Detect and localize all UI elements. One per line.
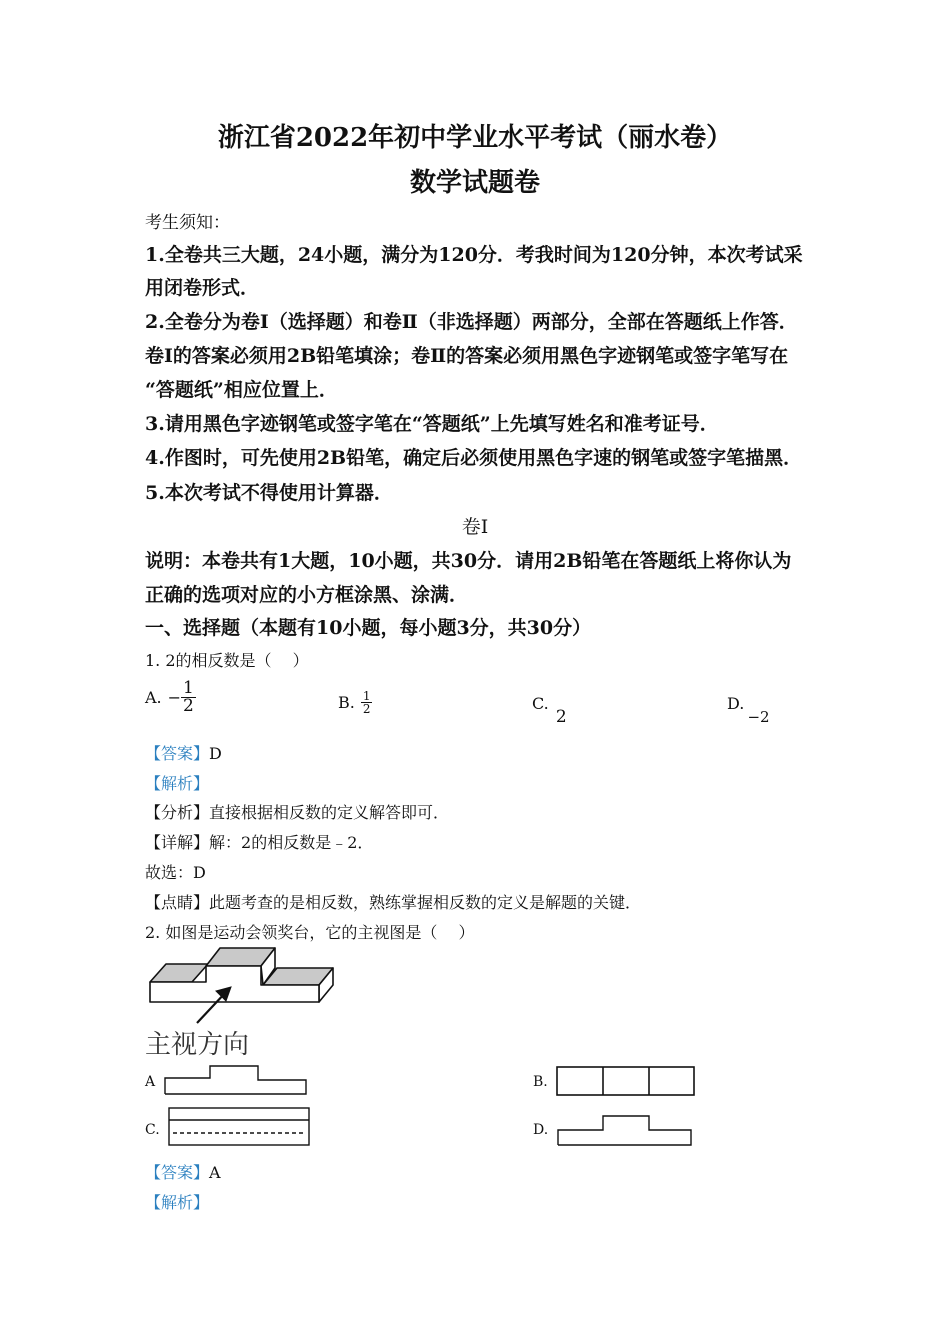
section-title: 一、选择题（本题有10小题，每小题3分，共30分） bbox=[145, 617, 592, 639]
notice-line: 卷Ⅰ的答案必须用2B铅笔填涂；卷Ⅱ的答案必须用黑色字迹钢笔或签字笔写在 bbox=[145, 345, 789, 367]
xiangjie-line: 【详解】解：2的相反数是﹣2． bbox=[145, 833, 374, 852]
option-c-label: C. bbox=[145, 1122, 160, 1138]
analysis-tag: 【解析】 bbox=[145, 774, 210, 793]
option-b: B. $\frac{1}{2}$ bbox=[338, 689, 371, 716]
option-b-label: B. bbox=[533, 1074, 548, 1090]
notice-line: 1.全卷共三大题，24小题，满分为120分．考我时间为120分钟，本次考试采 bbox=[145, 244, 803, 266]
notice-line: 5.本次考试不得使用计算器． bbox=[145, 482, 393, 504]
option-c-figure bbox=[169, 1108, 309, 1145]
option-c: C. 2 bbox=[532, 694, 567, 727]
notice-line: 4.作图时，可先使用2B铅笔，确定后必须使用黑色字速的钢笔或签字笔描黑． bbox=[145, 447, 803, 469]
volume-desc: 说明：本卷共有1大题，10小题，共30分．请用2B铅笔在答题纸上将你认为 bbox=[145, 550, 792, 572]
guxuan-line: 故选：D bbox=[145, 863, 206, 882]
option-d: D. −2 bbox=[727, 694, 770, 726]
notice-line: 用闭卷形式． bbox=[145, 277, 260, 299]
analysis-tag: 【解析】 bbox=[145, 1193, 210, 1212]
notice-line: 3.请用黑色字迹钢笔或签字笔在“答题纸”上先填写姓名和准考证号． bbox=[145, 413, 719, 435]
notice-line: “答题纸”相应位置上． bbox=[145, 379, 338, 401]
option-a-figure bbox=[165, 1066, 306, 1094]
notice-line: 2.全卷分为卷Ⅰ（选择题）和卷Ⅱ（非选择题）两部分，全部在答题纸上作答． bbox=[145, 311, 798, 333]
page-subtitle: 数学试题卷 bbox=[409, 168, 540, 198]
fenxi-line: 【分析】直接根据相反数的定义解答即可． bbox=[145, 803, 450, 822]
option-d-figure bbox=[558, 1116, 691, 1145]
option-a-label: A bbox=[145, 1074, 156, 1090]
option-a: A. − $\frac{1}{2}$ bbox=[145, 678, 194, 716]
option-b-figure bbox=[557, 1067, 694, 1095]
figure-caption: 主视方向 bbox=[145, 1030, 250, 1060]
dianjing-line: 【点睛】此题考查的是相反数，熟练掌握相反数的定义是解题的关键． bbox=[145, 893, 642, 912]
question-stem: 2. 如图是运动会领奖台，它的主视图是（ ） bbox=[145, 923, 475, 942]
fraction: $\frac{1}{2}$ bbox=[362, 689, 371, 716]
page-title: 浙江省2022年初中学业水平考试（丽水卷） bbox=[217, 123, 733, 153]
answer-line: 【答案】D bbox=[145, 744, 222, 763]
fraction: $\frac{1}{2}$ bbox=[183, 678, 194, 716]
podium-left-top bbox=[150, 964, 208, 982]
volume-title: 卷Ⅰ bbox=[461, 516, 489, 538]
question-stem: 1. 2的相反数是（ ） bbox=[145, 651, 309, 670]
notice-heading: 考生须知： bbox=[145, 213, 230, 233]
answer-line: 【答案】A bbox=[145, 1163, 221, 1182]
option-d-label: D. bbox=[533, 1122, 549, 1138]
volume-desc: 正确的选项对应的小方框涂黑、涂满． bbox=[145, 584, 469, 606]
